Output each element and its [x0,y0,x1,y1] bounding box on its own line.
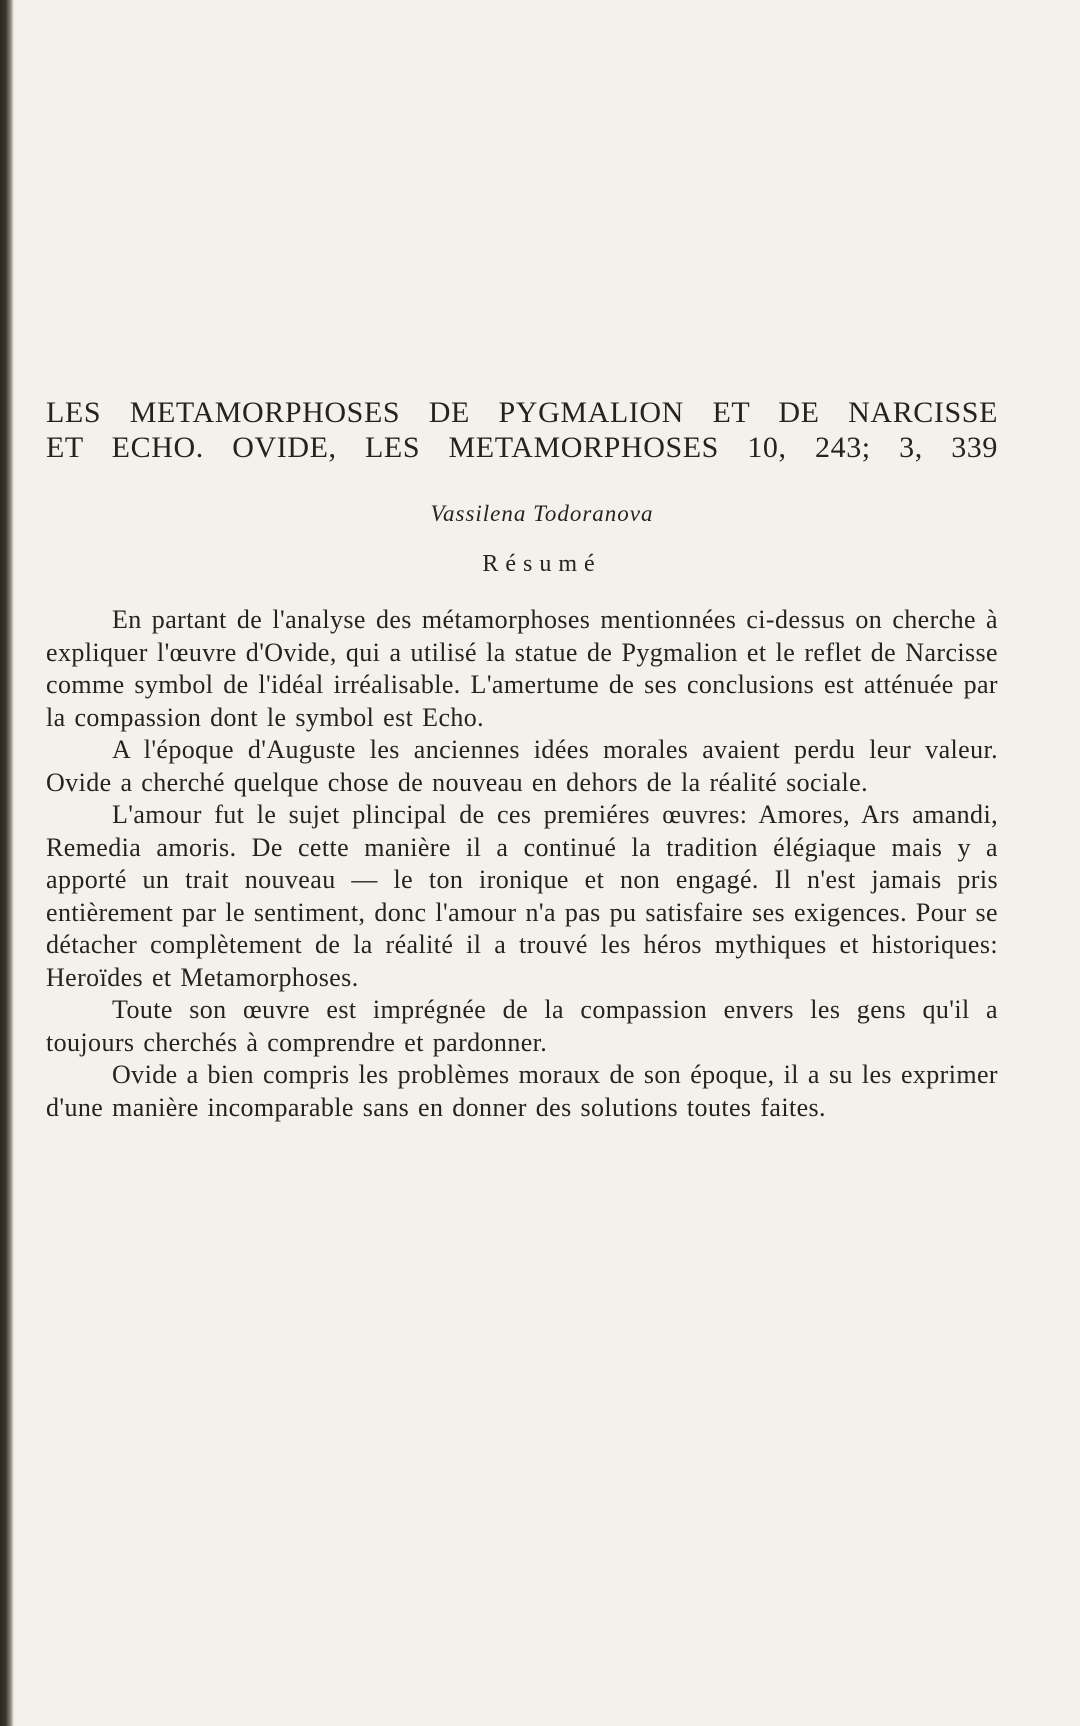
paper-title [46,395,998,465]
abstract-paragraph-1: En partant de l'analyse des métamorphoses mentionnées ci-dessus on cherche à expliquer l'œuvre d'Ovide, qui a utilisé la statue de Pygmalion et le reflet de Narcisse comme symbol de l'idéal irréalisable. L'amertume de ses conclusions est atténuée par la compassion dont le symbol est Echo. [46,605,998,732]
abstract-paragraph-3: L'amour fut le sujet plincipal de ces premiéres œuvres: Amores, Ars amandi, Remedia amoris. De cette manière il a continué la tradition élégiaque mais y a apporté un trait nouveau — le ton ironique et non engagé. Il n'est jamais pris entièrement par le sentiment, donc l'amour n'a pas pu satisfaire ses exigences. Pour se détacher complètement de la réalité il a trouvé les héros mythiques et historiques: Heroïdes et Metamorphoses. [46,800,998,992]
paper-title-line-1: LES METAMORPHOSES DE PYGMALION ET DE NARCISSE [46,396,998,429]
abstract-body [46,604,998,1124]
abstract-paragraph-2: A l'époque d'Auguste les anciennes idées morales avaient perdu leur valeur. Ovide a cherché quelque chose de nouveau en dehors de la réalité sociale. [46,735,998,797]
page-binding-edge [0,0,14,1726]
section-heading: Résumé [482,551,602,577]
document-page [46,395,998,1124]
author-name: Vassilena Todoranova [430,501,654,526]
abstract-paragraph-4: Toute son œuvre est imprégnée de la compassion envers les gens qu'il a toujours cherchés à comprendre et pardonner. [46,995,998,1057]
abstract-paragraph-5: Ovide a bien compris les problèmes moraux de son époque, il a su les exprimer d'une manière incomparable sans en donner des solutions toutes faites. [46,1060,998,1122]
paper-title-line-2: ET ECHO. OVIDE, LES METAMORPHOSES 10, 243; 3, 339 [46,431,998,464]
